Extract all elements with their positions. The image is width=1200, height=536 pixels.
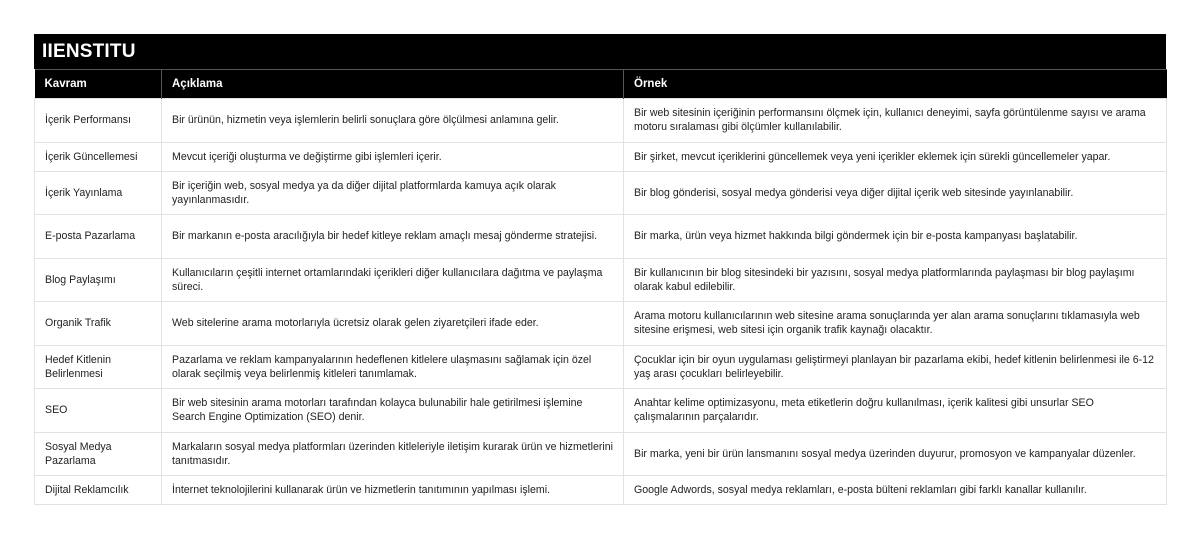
cell-term: E-posta Pazarlama <box>35 215 162 259</box>
table-row <box>35 142 1167 171</box>
table-row <box>35 432 1167 476</box>
cell-term: Dijital Reklamcılık <box>35 476 162 505</box>
cell-description: Mevcut içeriği oluşturma ve değiştirme gibi işlemleri içerir. <box>162 142 624 171</box>
cell-description: Bir markanın e-posta aracılığıyla bir hedef kitleye reklam amaçlı mesaj gönderme stratejisi. <box>162 215 624 259</box>
cell-description: Bir içeriğin web, sosyal medya ya da diğer dijital platformlarda kamuya açık olarak yayınlanmasıdır. <box>162 171 624 215</box>
cell-example: Bir blog gönderisi, sosyal medya gönderisi veya diğer dijital içerik web sitesinde yayınlanabilir. <box>624 171 1167 215</box>
column-header-aciklama: Açıklama <box>162 70 624 99</box>
cell-term: SEO <box>35 389 162 433</box>
cell-term: Sosyal Medya Pazarlama <box>35 432 162 476</box>
cell-example: Çocuklar için bir oyun uygulaması geliştirmeyi planlayan bir pazarlama ekibi, hedef kitlenin belirlenmesi ile 6-12 yaş arası çocukları belirleyebilir. <box>624 345 1167 389</box>
column-header-ornek: Örnek <box>624 70 1167 99</box>
table-row <box>35 302 1167 346</box>
cell-term: Blog Paylaşımı <box>35 258 162 302</box>
cell-description: Pazarlama ve reklam kampanyalarının hedeflenen kitlelere ulaşmasını sağlamak için özel olarak seçilmiş veya belirlenmiş kitleleri tanımlamak. <box>162 345 624 389</box>
cell-term: İçerik Performansı <box>35 99 162 143</box>
table-row <box>35 258 1167 302</box>
cell-description: Markaların sosyal medya platformları üzerinden kitleleriyle iletişim kurarak ürün ve hizmetlerini tanıtmasıdır. <box>162 432 624 476</box>
table-row <box>35 476 1167 505</box>
cell-example: Arama motoru kullanıcılarının web sitesine arama sonuçlarında yer alan arama sonuçlarını tıklamasıyla web sitesine erişmesi, web sitesi için organik trafik kaynağı olacaktır. <box>624 302 1167 346</box>
cell-term: Hedef Kitlenin Belirlenmesi <box>35 345 162 389</box>
cell-term: İçerik Güncellemesi <box>35 142 162 171</box>
cell-example: Bir şirket, mevcut içeriklerini güncellemek veya yeni içerikler eklemek için sürekli güncellemeler yapar. <box>624 142 1167 171</box>
table-header-row <box>35 70 1167 99</box>
table-row <box>35 99 1167 143</box>
glossary-table <box>34 69 1167 505</box>
cell-description: Kullanıcıların çeşitli internet ortamlarındaki içerikleri diğer kullanıcılara dağıtma ve paylaşma süreci. <box>162 258 624 302</box>
cell-term: İçerik Yayınlama <box>35 171 162 215</box>
table-row <box>35 345 1167 389</box>
cell-example: Google Adwords, sosyal medya reklamları, e-posta bülteni reklamları gibi farklı kanallar kullanılır. <box>624 476 1167 505</box>
cell-example: Bir web sitesinin içeriğinin performansını ölçmek için, kullanıcı deneyimi, sayfa görüntülenme sayısı ve arama motoru sıralaması gibi ölçümler kullanılabilir. <box>624 99 1167 143</box>
brand-header <box>34 34 1166 69</box>
cell-example: Anahtar kelime optimizasyonu, meta etiketlerin doğru kullanılması, içerik kalitesi gibi unsurlar SEO çalışmalarının parçalarıdır. <box>624 389 1167 433</box>
column-header-kavram: Kavram <box>35 70 162 99</box>
cell-example: Bir marka, yeni bir ürün lansmanını sosyal medya üzerinden duyurur, promosyon ve kampanyalar düzenler. <box>624 432 1167 476</box>
cell-example: Bir kullanıcının bir blog sitesindeki bir yazısını, sosyal medya platformlarında paylaşması bir blog paylaşımı olarak kabul edilebilir. <box>624 258 1167 302</box>
cell-description: Bir web sitesinin arama motorları tarafından kolayca bulunabilir hale getirilmesi işlemine Search Engine Optimization (SEO) denir. <box>162 389 624 433</box>
cell-description: İnternet teknolojilerini kullanarak ürün ve hizmetlerin tanıtımının yapılması işlemi. <box>162 476 624 505</box>
brand-logo: IIENSTITU <box>42 40 136 62</box>
content-table-card <box>34 34 1166 505</box>
table-row <box>35 171 1167 215</box>
cell-example: Bir marka, ürün veya hizmet hakkında bilgi göndermek için bir e-posta kampanyası başlatabilir. <box>624 215 1167 259</box>
cell-description: Web sitelerine arama motorlarıyla ücretsiz olarak gelen ziyaretçileri ifade eder. <box>162 302 624 346</box>
cell-term: Organik Trafik <box>35 302 162 346</box>
table-row <box>35 389 1167 433</box>
table-row <box>35 215 1167 259</box>
cell-description: Bir ürünün, hizmetin veya işlemlerin belirli sonuçlara göre ölçülmesi anlamına gelir. <box>162 99 624 143</box>
